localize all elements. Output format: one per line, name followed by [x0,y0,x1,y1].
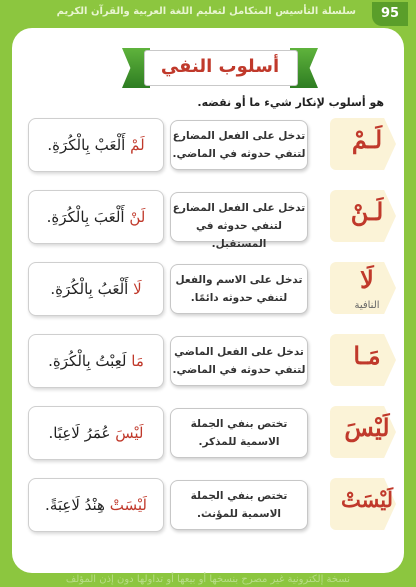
example-particle: لَنْ [129,208,146,226]
description-line: الاسمية للمؤنث. [197,508,281,520]
particle-text: مَـا [353,341,381,370]
example-particle: لَمْ [130,136,145,154]
example-box [28,262,164,316]
copyright-notice: نسخة إلكترونية غير مصرح بنسخها أو بيعها أو تداولها دون إذن المؤلف [65,574,351,585]
particle-text: لَـنْ [350,197,384,226]
example-box [28,118,164,172]
description-line: تدخل على الفعل المضارع [172,130,306,142]
description-box [170,192,308,250]
description-line: تختص بنفي الجملة [190,418,288,430]
row-lam [12,116,404,176]
description-line: لتنفي حدوثه في المستقبل. [196,220,282,250]
description-box [170,120,308,170]
example-box [28,334,164,388]
row-laysat [12,476,404,536]
row-ma [12,332,404,392]
example-box [28,478,164,532]
example-sentence: هِنْدُ لَاعِبَةً. [45,496,110,514]
example-sentence: أَلْعَبُ بِالْكُرَةِ. [50,280,134,298]
description-line: لتنفي حدوثه في الماضي. [172,364,306,376]
example-sentence: أَلْعَبَ بِالْكُرَةِ. [46,208,130,226]
description-line: تدخل على الفعل المضارع [172,202,306,214]
description-box [170,264,308,314]
example-sentence: أَلْعَبْ بِالْكُرَةِ. [47,136,131,154]
particle-text: لَيْسَتْ [340,487,394,512]
example-sentence: لَعِبْتُ بِالْكُرَةِ. [48,352,132,370]
particle-text: لَيْسَ [344,413,390,442]
description-box [170,336,308,386]
particle-text: لَا [360,265,374,294]
particle-subtitle: النافية [354,300,380,311]
lesson-title: أسلوب النفي [160,56,280,77]
description-line: تدخل على الاسم والفعل [175,274,303,286]
description-line: لتنفي حدوثه دائمًا. [190,292,288,304]
series-title: سلسلة التأسيس المتكامل لتعليم اللغة العربية والقرآن الكريم [56,6,356,17]
example-particle: لَيْسَ [115,424,144,442]
description-line: لتنفي حدوثه في الماضي. [172,148,306,160]
example-box [28,190,164,244]
lesson-definition: هو أسلوب لإنكار شيء ما أو نقضه. [197,96,384,109]
description-line: تختص بنفي الجملة [190,490,288,502]
row-lan [12,188,404,248]
example-particle: مَا [131,352,144,370]
example-box [28,406,164,460]
page-number: 95 [372,2,408,26]
row-la [12,260,404,320]
example-particle: لَيْسَتْ [109,496,147,514]
description-box [170,480,308,530]
description-box [170,408,308,458]
row-laysa [12,404,404,464]
content-panel [12,28,404,573]
description-line: تدخل على الفعل الماضي [174,346,304,358]
particle-text: لَـمْ [351,125,383,154]
example-particle: لَا [133,280,142,298]
description-line: الاسمية للمذكر. [198,436,280,448]
title-banner [122,48,318,88]
example-sentence: عُمَرُ لَاعِبًا. [48,424,116,442]
